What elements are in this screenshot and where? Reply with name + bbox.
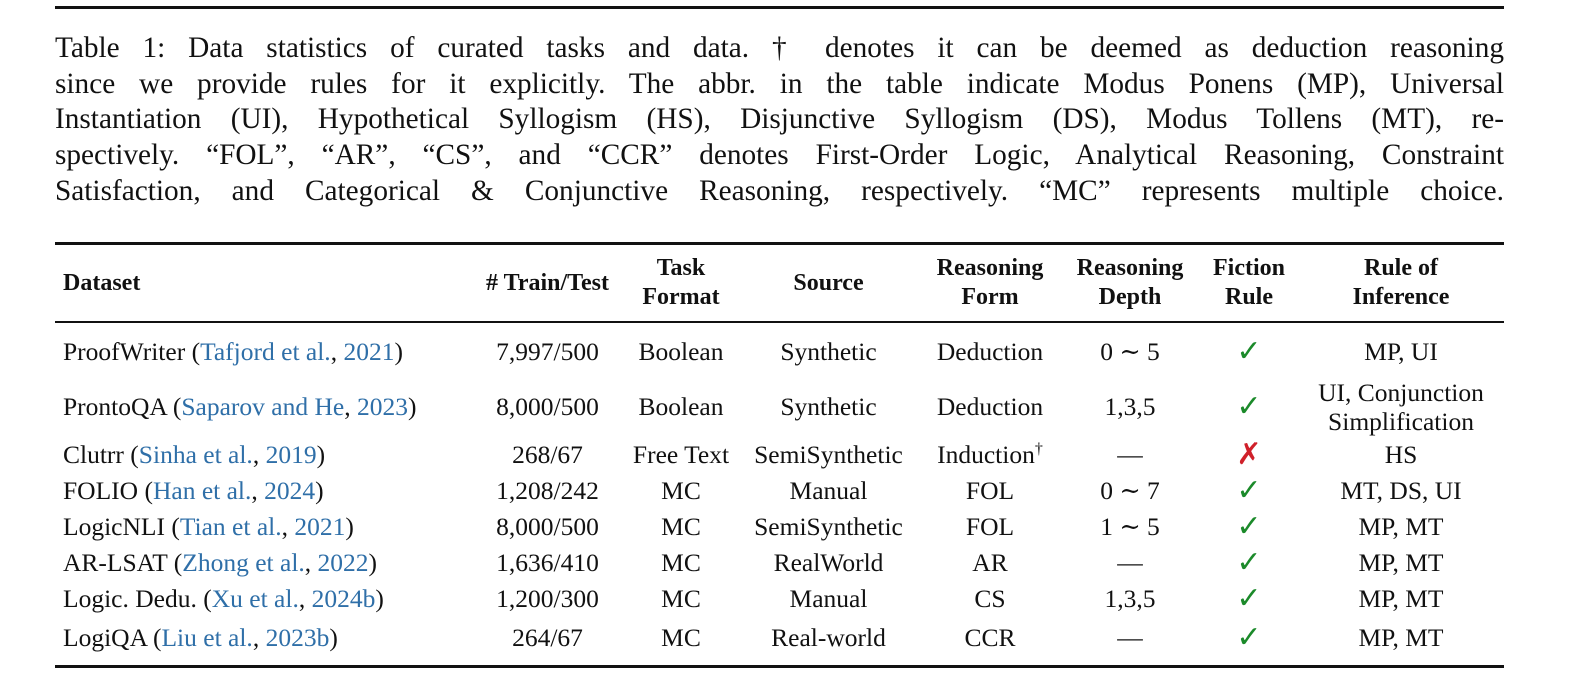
source-cell: Synthetic <box>780 392 877 421</box>
rule-of-inference-text: MP, MT <box>1358 623 1444 652</box>
dataset-cell: ProofWriter (Tafjord et al., 2021) <box>63 337 403 366</box>
fiction-rule-cell <box>1200 581 1298 617</box>
dataset-name: Clutrr <box>63 440 124 469</box>
check-icon: ✓ <box>1236 580 1262 616</box>
train-test-cell: 1,636/410 <box>496 548 599 577</box>
citation-year-link[interactable]: 2021 <box>294 512 346 541</box>
reasoning-depth-cell: 0 ∼ 5 <box>1100 337 1160 366</box>
table-row <box>55 617 1504 667</box>
reasoning-form-text: FOL <box>965 476 1015 505</box>
reasoning-form-cell <box>920 617 1060 667</box>
dataset-name: AR-LSAT <box>63 548 168 577</box>
rule-of-inference-cell <box>1298 377 1504 437</box>
reasoning-depth-cell: — <box>1117 440 1143 469</box>
citation-year-link[interactable]: 2024 <box>264 476 316 505</box>
fiction-rule-cell <box>1200 322 1298 377</box>
fiction-rule-cell <box>1200 509 1298 545</box>
reasoning-form-text: CCR <box>964 623 1016 652</box>
source-cell: SemiSynthetic <box>754 440 903 469</box>
reasoning-depth-cell: — <box>1117 548 1143 577</box>
caption-line: since we provide rules for it explicitly. The abbr. in the table indicate Modus Ponens (MP), Universal <box>55 67 1504 100</box>
task-format-cell: MC <box>661 548 701 577</box>
fiction-rule-cell <box>1200 377 1298 437</box>
task-format-cell: MC <box>661 584 701 613</box>
reasoning-form-text: Deduction <box>936 337 1044 366</box>
source-cell: SemiSynthetic <box>754 512 903 541</box>
source-cell: Synthetic <box>780 337 877 366</box>
train-test-cell: 1,208/242 <box>496 476 599 505</box>
table-row <box>55 322 1504 377</box>
cross-icon: ✗ <box>1236 436 1262 472</box>
fiction-rule-cell <box>1200 437 1298 473</box>
train-test-cell: 8,000/500 <box>496 512 599 541</box>
train-test-cell: 8,000/500 <box>496 392 599 421</box>
fiction-rule-cell <box>1200 617 1298 667</box>
check-icon: ✓ <box>1236 472 1262 508</box>
reasoning-depth-cell: 1,3,5 <box>1104 584 1156 613</box>
check-icon: ✓ <box>1236 619 1262 655</box>
dataset-name: FOLIO <box>63 476 139 505</box>
dataset-cell: FOLIO (Han et al., 2024) <box>63 476 324 505</box>
citation-authors-link[interactable]: Tafjord et al. <box>200 337 331 366</box>
citation-year-link[interactable]: 2023b <box>265 623 330 652</box>
citation-authors-link[interactable]: Saparov and He <box>181 392 345 421</box>
rule-of-inference-text: MP, MT <box>1358 548 1444 577</box>
rule-of-inference-text: HS <box>1384 440 1418 469</box>
rule-of-inference-text: Simplification <box>1328 407 1474 436</box>
caption-line: Instantiation (UI), Hypothetical Syllogism (HS), Disjunctive Syllogism (DS), Modus Tollens (MT), re- <box>55 103 1504 136</box>
citation-authors-link[interactable]: Han et al. <box>152 476 252 505</box>
top-rule <box>55 6 1504 9</box>
dataset-cell: Logic. Dedu. (Xu et al., 2024b) <box>63 584 384 613</box>
table-row <box>55 581 1504 617</box>
citation-authors-link[interactable]: Liu et al. <box>161 623 253 652</box>
dataset-cell: LogiQA (Liu et al., 2023b) <box>63 623 338 652</box>
fiction-rule-cell <box>1200 473 1298 509</box>
reasoning-form-text: FOL <box>965 512 1015 541</box>
rule-of-inference-text: MP, MT <box>1358 584 1444 613</box>
rule-of-inference-cell <box>1298 581 1504 617</box>
reasoning-form-cell <box>920 545 1060 581</box>
header-fiction-rule: Fiction Rule <box>1213 255 1285 310</box>
train-test-cell: 264/67 <box>512 623 583 652</box>
source-cell: RealWorld <box>773 548 884 577</box>
citation-authors-link[interactable]: Sinha et al. <box>138 440 253 469</box>
train-test-cell: 268/67 <box>512 440 583 469</box>
data-statistics-table <box>55 242 1504 668</box>
table-row <box>55 509 1504 545</box>
rule-of-inference-text: MP, MT <box>1358 512 1444 541</box>
dataset-name: ProntoQA <box>63 392 167 421</box>
citation-year-link[interactable]: 2022 <box>317 548 369 577</box>
reasoning-form-text: AR <box>972 548 1008 577</box>
reasoning-form-text: CS <box>974 584 1006 613</box>
task-format-cell: Free Text <box>632 440 730 469</box>
caption-line: Table 1: Data statistics of curated tasks and data. † denotes it can be deemed as deduction reasoning <box>55 32 1504 64</box>
rule-of-inference-cell <box>1298 437 1504 473</box>
header-row <box>55 244 1504 323</box>
table-row <box>55 377 1504 437</box>
rule-of-inference-text: MT, DS, UI <box>1340 476 1462 505</box>
check-icon: ✓ <box>1236 333 1262 369</box>
dataset-name: LogicNLI <box>63 512 165 541</box>
header-reasoning-form: Reasoning Form <box>936 255 1044 310</box>
table-caption <box>55 31 1504 210</box>
rule-of-inference-cell <box>1298 322 1504 377</box>
task-format-cell: MC <box>661 512 701 541</box>
reasoning-form-text: Deduction <box>936 392 1044 421</box>
reasoning-form-cell <box>920 322 1060 377</box>
reasoning-form-cell <box>920 377 1060 437</box>
fiction-rule-cell <box>1200 545 1298 581</box>
reasoning-form-text: Induction <box>937 440 1035 469</box>
header-dataset: Dataset <box>63 269 141 296</box>
reasoning-form-cell <box>920 437 1060 473</box>
rule-of-inference-cell <box>1298 545 1504 581</box>
reasoning-form-cell <box>920 581 1060 617</box>
check-icon: ✓ <box>1236 544 1262 580</box>
source-cell: Real-world <box>771 623 886 652</box>
caption-line: Satisfaction, and Categorical & Conjunctive Reasoning, respectively. “MC” represents multiple choice. <box>55 174 1504 207</box>
dataset-cell: Clutrr (Sinha et al., 2019) <box>63 440 326 469</box>
citation-year-link[interactable]: 2021 <box>343 337 395 366</box>
reasoning-depth-cell: 1 ∼ 5 <box>1100 512 1160 541</box>
task-format-cell: MC <box>661 623 701 652</box>
reasoning-form-cell <box>920 473 1060 509</box>
table-row <box>55 437 1504 473</box>
dataset-name: LogiQA <box>63 623 147 652</box>
dataset-name: ProofWriter <box>63 337 186 366</box>
train-test-cell: 1,200/300 <box>496 584 599 613</box>
citation-year-link[interactable]: 2023 <box>356 392 408 421</box>
citation-authors-link[interactable]: Zhong et al. <box>182 548 305 577</box>
dataset-cell: LogicNLI (Tian et al., 2021) <box>63 512 354 541</box>
header-rule-of-inference: Rule of Inference <box>1352 255 1450 310</box>
task-format-cell: MC <box>661 476 701 505</box>
task-format-cell: Boolean <box>638 392 724 421</box>
task-format-cell: Boolean <box>638 337 724 366</box>
citation-year-link[interactable]: 2019 <box>265 440 317 469</box>
dagger-mark: † <box>1034 440 1043 458</box>
rule-of-inference-cell <box>1298 473 1504 509</box>
source-cell: Manual <box>789 584 868 613</box>
caption-line: spectively. “FOL”, “AR”, “CS”, and “CCR” denotes First-Order Logic, Analytical Reasoning, Constraint <box>55 139 1504 172</box>
header-train-test: # Train/Test <box>486 269 609 296</box>
reasoning-form-cell <box>920 509 1060 545</box>
reasoning-depth-cell: 0 ∼ 7 <box>1100 476 1160 505</box>
rule-of-inference-text: MP, UI <box>1364 337 1438 366</box>
rule-of-inference-cell <box>1298 509 1504 545</box>
dataset-name: Logic. Dedu. <box>63 584 197 613</box>
header-reasoning-depth: Reasoning Depth <box>1076 255 1184 310</box>
reasoning-depth-cell: 1,3,5 <box>1104 392 1156 421</box>
table-row <box>55 545 1504 581</box>
rule-of-inference-text: UI, Conjunction <box>1318 378 1484 407</box>
dataset-cell: AR-LSAT (Zhong et al., 2022) <box>63 548 378 577</box>
citation-authors-link[interactable]: Xu et al. <box>211 584 299 613</box>
reasoning-depth-cell: — <box>1117 623 1143 652</box>
train-test-cell: 7,997/500 <box>496 337 599 366</box>
header-task-format: Task Format <box>642 255 720 310</box>
table-row <box>55 473 1504 509</box>
check-icon: ✓ <box>1236 508 1262 544</box>
header-source: Source <box>793 269 864 296</box>
rule-of-inference-cell <box>1298 617 1504 667</box>
citation-authors-link[interactable]: Tian et al. <box>179 512 282 541</box>
check-icon: ✓ <box>1236 388 1262 424</box>
dataset-cell: ProntoQA (Saparov and He, 2023) <box>63 392 417 421</box>
source-cell: Manual <box>789 476 868 505</box>
citation-year-link[interactable]: 2024b <box>311 584 376 613</box>
table-body <box>55 322 1504 667</box>
